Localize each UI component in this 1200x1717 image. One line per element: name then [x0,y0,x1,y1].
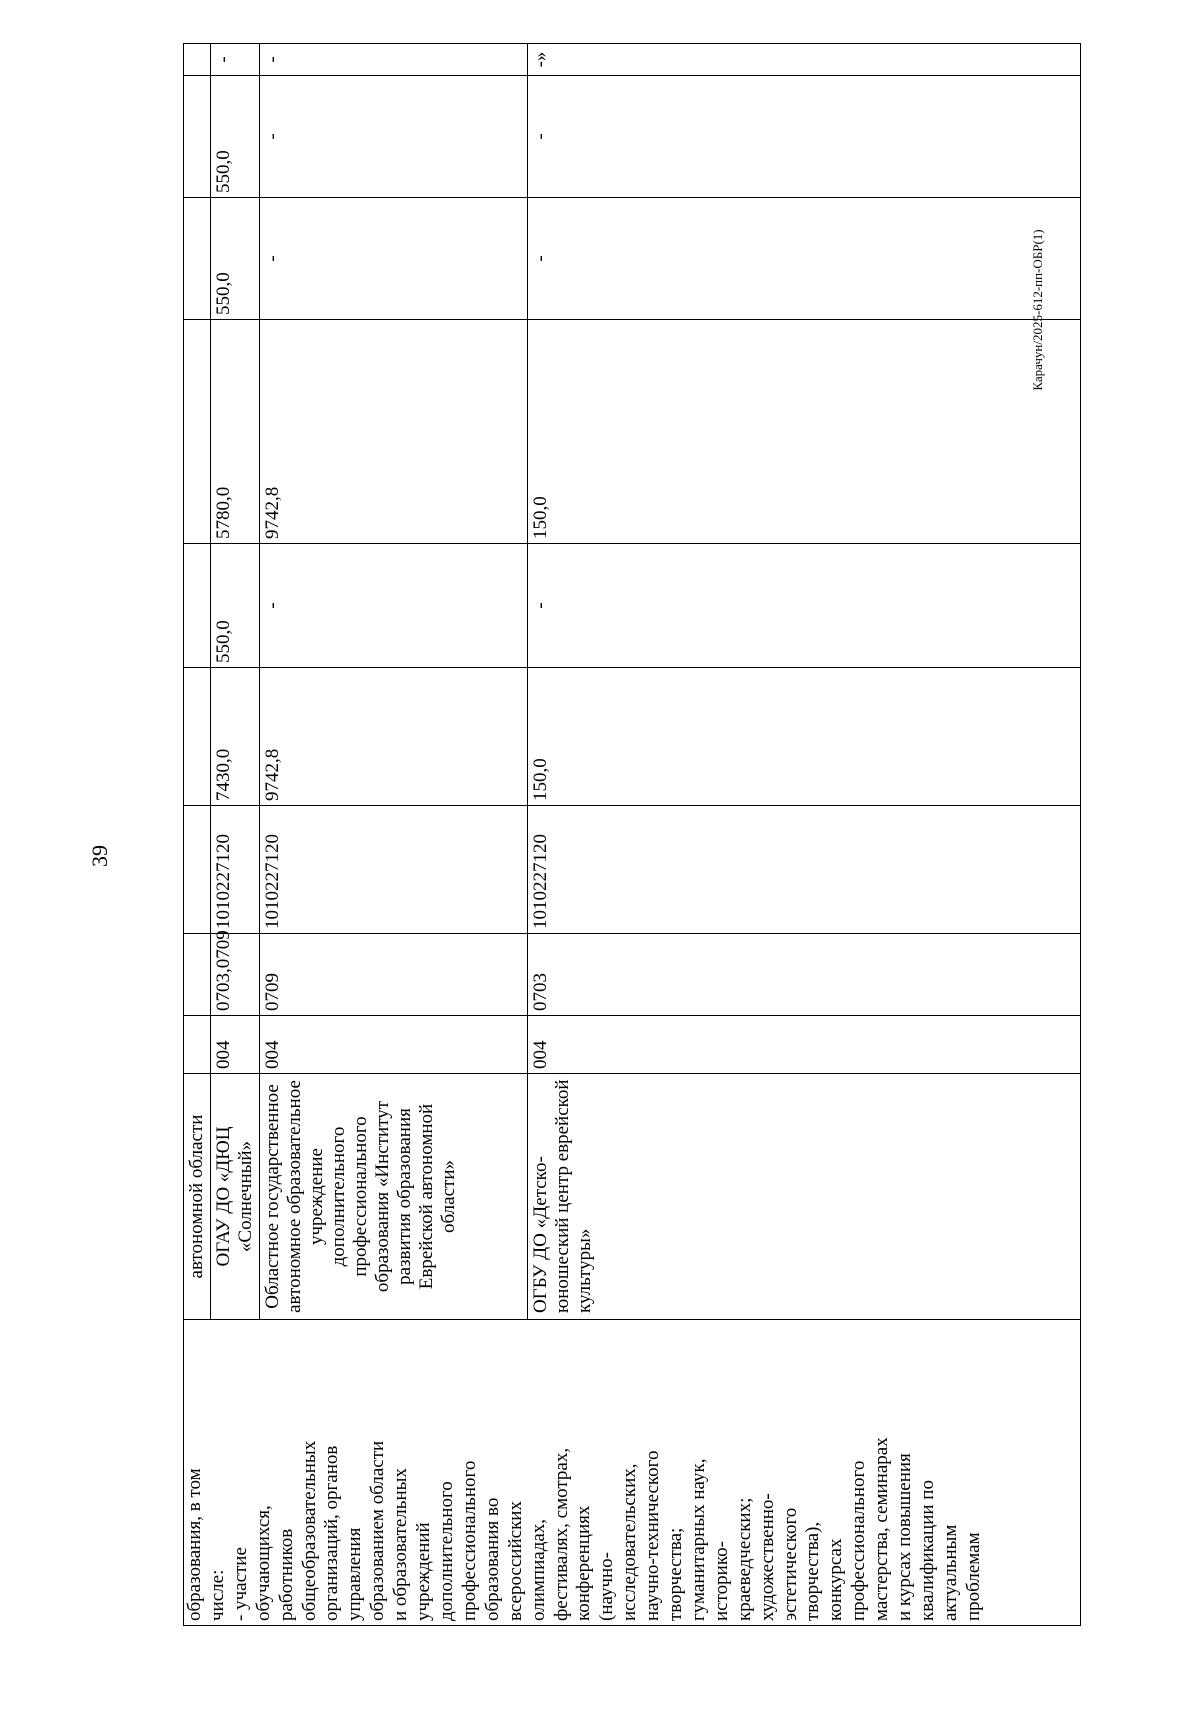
value-4: - [260,198,528,320]
category-line: творчества; [665,1527,687,1621]
document-code: Карачун/2025-612-пп-ОБР(1) [1030,229,1045,391]
value-1: 7430,0 [211,668,260,806]
grbs-code: 004 [260,1016,528,1074]
category-line: конкурсах [825,1538,847,1621]
value-5: - [528,76,1081,198]
value-4: 550,0 [211,198,260,320]
section-code: 0703 [528,934,1081,1016]
category-line: конференциях [573,1505,595,1621]
value-3: 9742,8 [260,320,528,544]
category-line: мастерства, семинарах [871,1437,893,1621]
category-line: и курсах повышения [894,1453,916,1621]
budget-table [183,43,1081,1626]
category-line: (научно- [596,1551,618,1621]
value-5: - [260,76,528,198]
category-line: всероссийских [504,1501,526,1621]
target-code: 1010227120 [211,806,260,934]
target-code: 1010227120 [528,806,1081,934]
value-3: 5780,0 [211,320,260,544]
org-name: Областное государственное автономное образовательное учреждение дополнительного профессионального образования «Институт развития образования Еврейской автономной области» [260,1074,528,1320]
value-6: - [260,44,528,76]
category-line: актуальным [939,1524,961,1621]
org-name: ОГАУ ДО «ДЮЦ «Солнечный» [211,1074,260,1320]
section-code: 0703,0709 [211,934,260,1016]
category-line: образованием области [367,1440,389,1621]
grbs-code: 004 [528,1016,1081,1074]
value-4: - [528,198,1081,320]
category-line: управления [344,1527,366,1621]
category-line: научно-технического [642,1450,664,1621]
section-code: 0709 [260,934,528,1016]
category-line: художественно- [756,1493,778,1621]
category-line: олимпиадах, [527,1518,549,1621]
carryover-cell: автономной области [184,1074,211,1320]
category-line: исследовательских, [619,1463,641,1621]
category-line: краеведческих; [733,1497,755,1621]
value-2: 550,0 [211,544,260,668]
category-line: профессионального [458,1460,480,1621]
category-line: работников [275,1528,297,1621]
category-line: дополнительного [435,1481,457,1621]
category-line: проблемам [962,1532,984,1621]
category-line: обучающихся, [252,1505,274,1621]
category-line: и образовательных [390,1468,412,1621]
value-6: - [211,44,260,76]
category-line: общеобразовательных [298,1440,320,1621]
org-name: ОГБУ ДО «Детско-юношеский центр еврейской культуры» [528,1074,1081,1320]
value-1: 150,0 [528,668,1081,806]
grbs-code: 004 [211,1016,260,1074]
value-6: -» [528,44,1081,76]
rotated-table-container [183,44,1076,1626]
category-line: историко- [710,1541,732,1621]
category-line: эстетического [779,1507,801,1621]
value-2: - [260,544,528,668]
category-line: профессионального [848,1460,870,1621]
value-3: 150,0 [528,320,1081,544]
category-line: квалификации по [917,1480,938,1621]
category-line: образования, в том [184,1468,205,1621]
value-5: 550,0 [211,76,260,198]
value-1: 9742,8 [260,668,528,806]
category-line: образования во [481,1497,503,1621]
value-2: - [528,544,1081,668]
category-text [184,1320,986,1625]
category-line: фестивалях, смотрах, [550,1447,572,1621]
category-line: числе: [206,1569,228,1621]
target-code: 1010227120 [260,806,528,934]
category-line: - участие [229,1547,251,1621]
category-line: творчества), [802,1521,824,1621]
category-line: гуманитарных наук, [687,1458,709,1621]
category-line: учреждений [413,1522,435,1621]
page-number: 39 [87,845,112,867]
category-cell [184,1320,1081,1626]
category-line: организаций, органов [321,1445,343,1621]
